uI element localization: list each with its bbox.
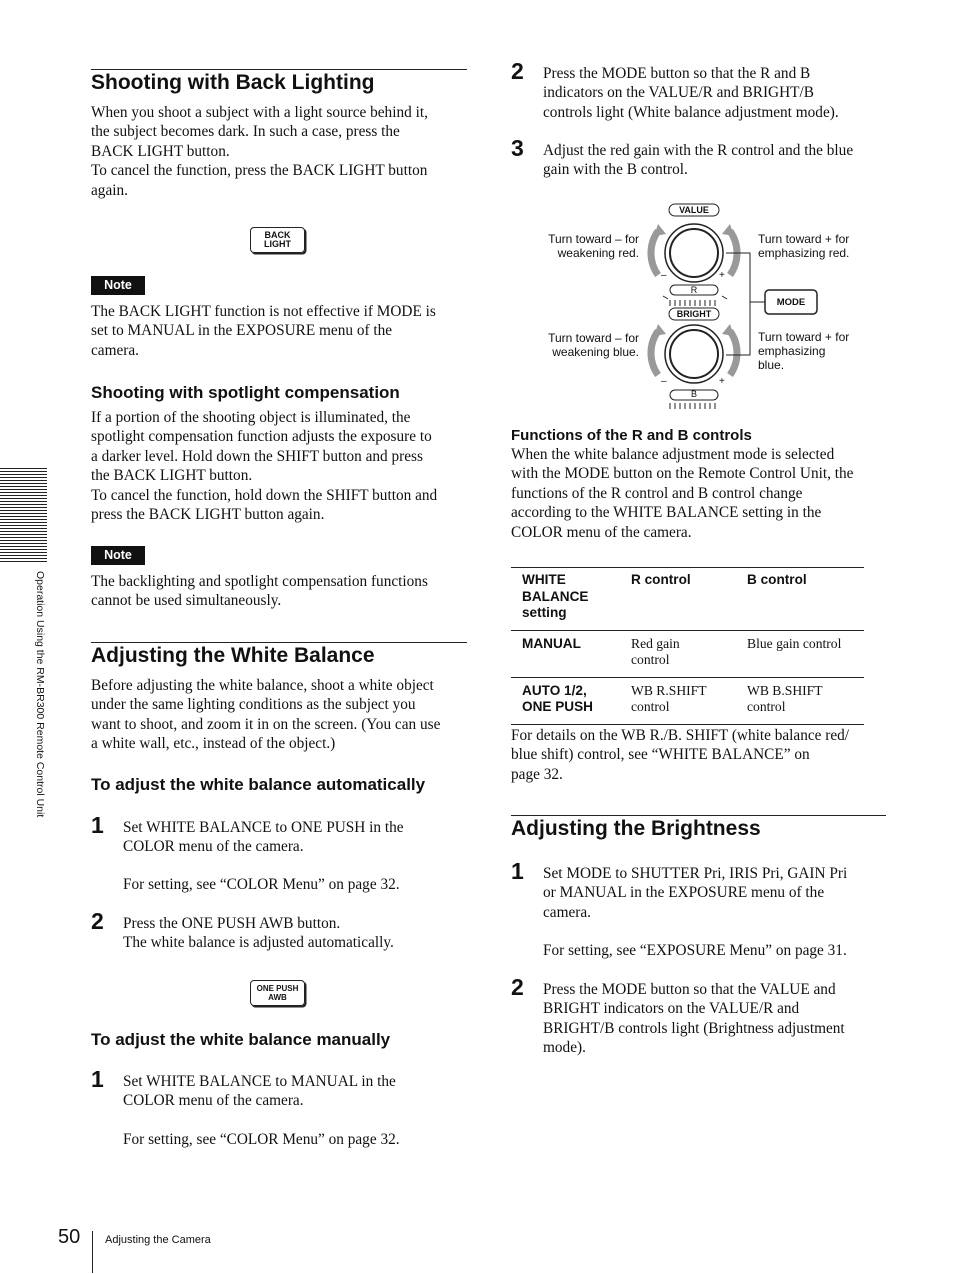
section-heading-brightness: Adjusting the Brightness [511,815,886,842]
step-text: Set MODE to SHUTTER Pri, IRIS Pri, GAIN Pri or MANUAL in the EXPOSURE menu of the camera. [543,865,848,921]
table-cell: AUTO 1/2, ONE PUSH [511,677,620,724]
table-cell: WB B.SHIFT control [736,677,864,724]
r-label: R [690,285,698,295]
table-header-row [511,568,864,631]
minus-sign: – [661,376,667,387]
back-lighting-note: The BACK LIGHT function is not effective if MODE is set to MANUAL in the EXPOSURE menu of the camera. [91,303,436,359]
plus-sign: + [719,270,725,281]
step-text: Press the MODE button so that the VALUE and BRIGHT indicators on the VALUE/R and BRIGHT/B controls light (Brightness adjustment mode). [543,981,845,1057]
step-text: Press the MODE button so that the R and B indicators on the VALUE/R and BRIGHT/B controls light (White balance adjustment mode). [543,65,839,121]
minus-sign: – [661,270,667,281]
plus-sign: + [719,376,725,387]
step-number: 3 [511,135,524,161]
callout-emphasizing-blue: Turn toward + for emphasizing blue. [758,330,850,372]
callout-emphasizing-red: Turn toward + for emphasizing red. [758,232,850,260]
spotlight-note: The backlighting and spotlight compensation functions cannot be used simultaneously. [91,573,428,610]
step-text: Set WHITE BALANCE to MANUAL in the COLOR menu of the camera. [123,1073,396,1110]
note-label: Note [91,276,145,295]
step-reference: For setting, see “COLOR Menu” on page 32. [123,1131,400,1148]
back-lighting-body: When you shoot a subject with a light source behind it, the subject becomes dark. In such a case, press the BACK LIGHT button. To cancel the function, press the BACK LIGHT button again. [91,104,428,199]
white-balance-table [511,567,864,725]
table-cell: Red gain control [620,630,736,677]
callout-weakening-red: Turn toward – for weakening red. [548,232,639,260]
step-text: Set WHITE BALANCE to ONE PUSH in the COLOR menu of the camera. [123,819,404,856]
section-tab-marker [0,468,47,562]
bright-label: BRIGHT [676,309,712,319]
section-heading-back-lighting: Shooting with Back Lighting [91,69,467,96]
table-row [511,677,864,724]
table-cell: MANUAL [511,630,620,677]
step-text: Adjust the red gain with the R control and the blue gain with the B control. [543,142,854,179]
table-header-cell: B control [736,568,864,631]
one-push-awb-button-icon: ONE PUSH AWB [250,980,305,1006]
section-heading-white-balance: Adjusting the White Balance [91,642,467,669]
note-label: Note [91,546,145,565]
table-cell: Blue gain control [736,630,864,677]
value-label: VALUE [679,205,709,215]
white-balance-body: Before adjusting the white balance, shoot a white object under the same lighting conditions as the subject you want to shoot, and zoom it in on the screen. (You can use a white wall, etc., instead of the object.) [91,677,441,753]
step-number: 2 [511,58,524,84]
footer-section-name: Adjusting the Camera [105,1234,211,1246]
rb-control-figure [530,200,880,415]
step-number: 1 [511,858,524,884]
step-number: 2 [91,908,104,934]
subheading-manual-wb: To adjust the white balance manually [91,1030,391,1049]
callout-weakening-blue: Turn toward – for weakening blue. [548,331,639,359]
functions-body: When the white balance adjustment mode is selected with the MODE button on the Remote Control Unit, the functions of the R control and B control change according to the WHITE BALANCE setting in the COLOR menu of the camera. [511,446,854,541]
table-cell: WB R.SHIFT control [620,677,736,724]
step-reference: For setting, see “COLOR Menu” on page 32. [123,876,400,893]
table-row [511,630,864,677]
step-number: 1 [91,1066,104,1092]
wb-shift-details: For details on the WB R./B. SHIFT (white balance red/ blue shift) control, see “WHITE BALANCE” on page 32. [511,727,850,783]
subheading-functions: Functions of the R and B controls [511,427,752,444]
step-number: 2 [511,974,524,1000]
subheading-auto-wb: To adjust the white balance automatically [91,775,426,794]
subheading-spotlight: Shooting with spotlight compensation [91,383,400,402]
b-label: B [690,389,697,399]
footer-divider [92,1231,93,1273]
spotlight-body: If a portion of the shooting object is illuminated, the spotlight compensation function adjusts the exposure to a darker level. Hold down the SHIFT button and press the BACK LIGHT button. To cancel the function, hold down the SHIFT button and press the BACK LIGHT button again. [91,409,438,524]
sidebar-chapter-title: Operation Using the RM-BR300 Remote Control Unit [34,571,46,818]
mode-label: MODE [776,297,806,308]
page-number: 50 [58,1226,81,1248]
back-light-button-icon: BACK LIGHT [250,227,305,253]
step-number: 1 [91,812,104,838]
table-header-cell: R control [620,568,736,631]
step-text: Press the ONE PUSH AWB button. The white balance is adjusted automatically. [123,915,394,952]
table-header-cell: WHITE BALANCE setting [511,568,620,631]
step-reference: For setting, see “EXPOSURE Menu” on page 31. [543,942,847,959]
